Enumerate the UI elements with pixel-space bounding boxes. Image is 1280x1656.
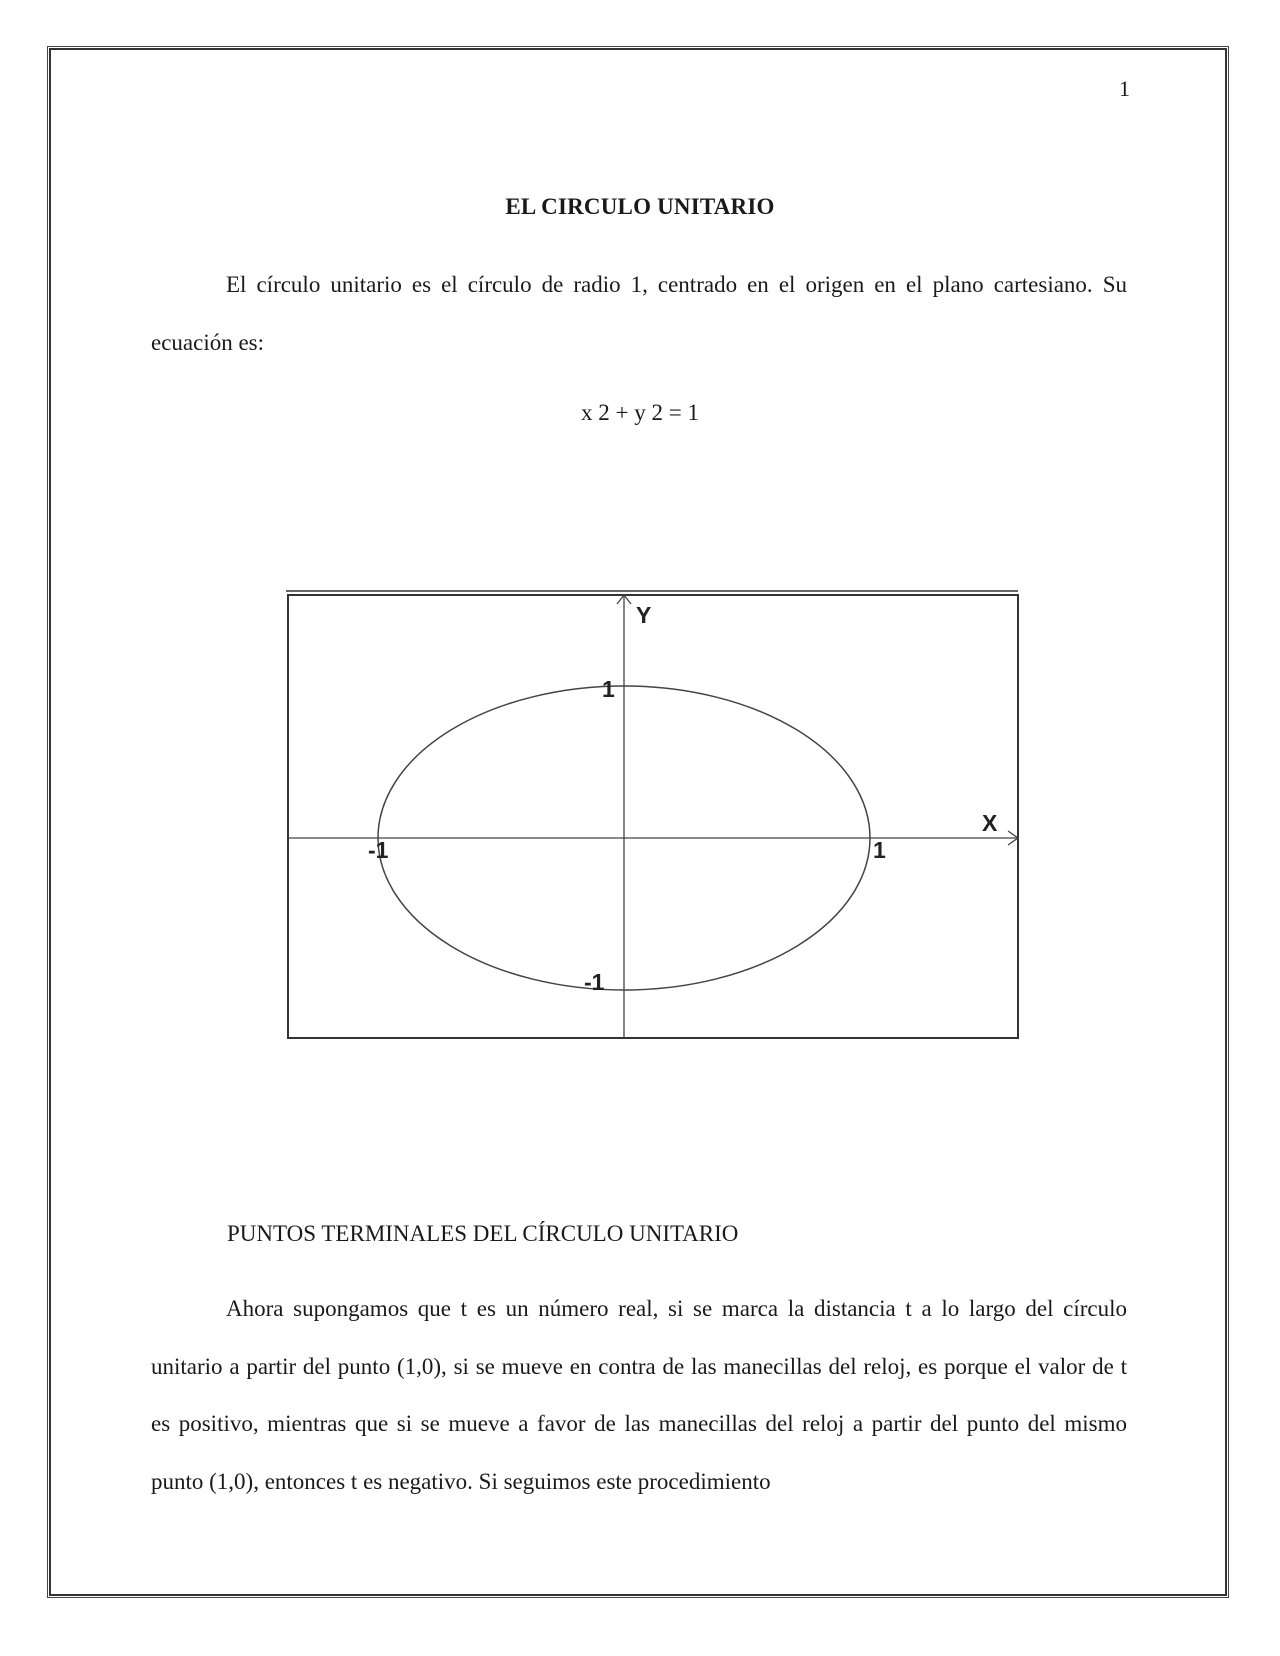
figure-frame <box>288 595 1018 1038</box>
tick-label-top: 1 <box>602 676 615 702</box>
body-paragraph: Ahora supongamos que t es un número real, si se marca la distancia t a lo largo del círculo unitario a partir del punto (1,0), si se mueve en contra de las manecillas del reloj, es porque el valor de t es positivo, mientras que si se mueve a favor de las manecillas del reloj a partir del punto del mismo punto (1,0), entonces t es negativo. Si seguimos este procedimiento <box>151 1296 1127 1494</box>
unit-circle-figure <box>284 590 1020 1040</box>
tick-label-bottom: -1 <box>584 969 605 995</box>
x-axis-label: X <box>982 810 998 836</box>
tick-label-left: -1 <box>368 837 389 863</box>
tick-label-right: 1 <box>873 837 886 863</box>
unit-circle-equation: x 2 + y 2 = 1 <box>581 400 699 425</box>
page-title: EL CIRCULO UNITARIO <box>505 194 775 219</box>
y-axis-label: Y <box>636 602 652 628</box>
page-number: 1 <box>1119 76 1130 101</box>
intro-paragraph: El círculo unitario es el círculo de radio 1, centrado en el origen en el plano cartesiano. Su ecuación es: <box>151 272 1127 355</box>
section-heading: PUNTOS TERMINALES DEL CÍRCULO UNITARIO <box>227 1221 739 1246</box>
